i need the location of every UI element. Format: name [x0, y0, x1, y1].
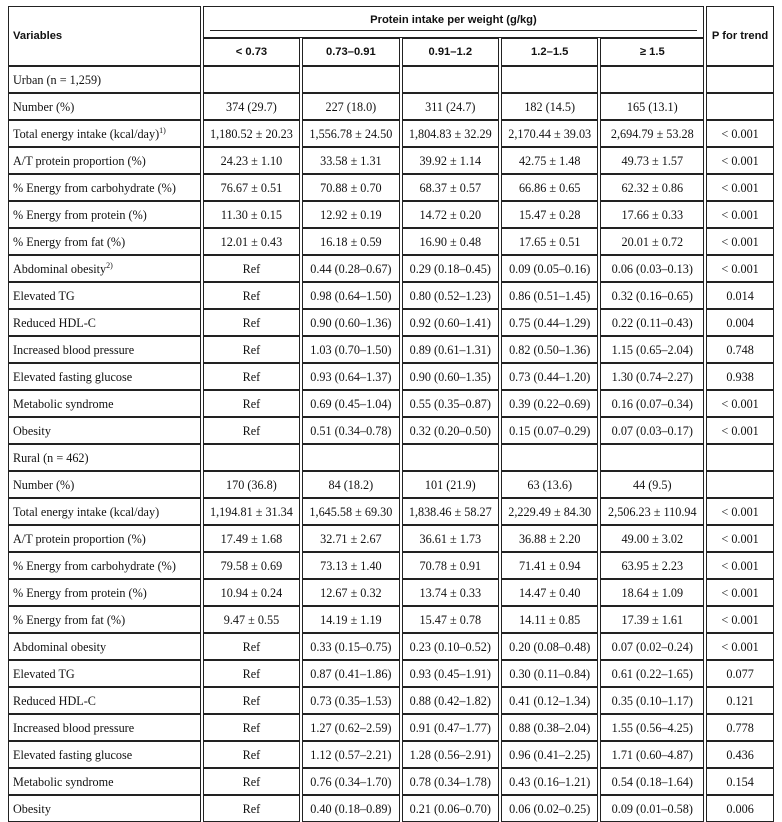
table-row — [8, 714, 774, 741]
value-cell: 0.21 (0.06–0.70) — [402, 795, 499, 822]
value-cell: 76.67 ± 0.51 — [203, 174, 300, 201]
value-cell: 165 (13.1) — [600, 93, 704, 120]
value-cell: 10.94 ± 0.24 — [203, 579, 300, 606]
value-cell: 71.41 ± 0.94 — [501, 552, 598, 579]
p-trend-cell: < 0.001 — [706, 417, 774, 444]
value-cell: 1.15 (0.65–2.04) — [600, 336, 704, 363]
table-row — [8, 417, 774, 444]
value-cell: 1.27 (0.62–2.59) — [302, 714, 399, 741]
value-cell: Ref — [203, 633, 300, 660]
value-cell: 0.41 (0.12–1.34) — [501, 687, 598, 714]
section-row-urban — [8, 66, 774, 93]
value-cell: 182 (14.5) — [501, 93, 598, 120]
value-cell: 15.47 ± 0.28 — [501, 201, 598, 228]
value-cell: 16.18 ± 0.59 — [302, 228, 399, 255]
table-row — [8, 228, 774, 255]
p-trend-cell: 0.938 — [706, 363, 774, 390]
table-row — [8, 795, 774, 822]
row-label-cell — [8, 120, 201, 147]
value-cell: 33.58 ± 1.31 — [302, 147, 399, 174]
row-label: Abdominal obesity — [13, 639, 107, 654]
value-cell: 15.47 ± 0.78 — [402, 606, 499, 633]
value-cell: 14.47 ± 0.40 — [501, 579, 598, 606]
row-label: Increased blood pressure — [13, 720, 135, 735]
value-cell: 13.74 ± 0.33 — [402, 579, 499, 606]
row-label: Elevated fasting glucose — [13, 369, 133, 384]
value-cell: 0.40 (0.18–0.89) — [302, 795, 399, 822]
row-label-cell — [8, 228, 201, 255]
p-trend-cell: 0.748 — [706, 336, 774, 363]
value-cell: 1,804.83 ± 32.29 — [402, 120, 499, 147]
value-cell: Ref — [203, 687, 300, 714]
empty-cell — [203, 66, 300, 93]
value-cell: 1,180.52 ± 20.23 — [203, 120, 300, 147]
value-cell: 0.82 (0.50–1.36) — [501, 336, 598, 363]
p-trend-cell: < 0.001 — [706, 174, 774, 201]
table-row — [8, 768, 774, 795]
value-cell: 0.93 (0.64–1.37) — [302, 363, 399, 390]
value-cell: 0.91 (0.47–1.77) — [402, 714, 499, 741]
protein-group-header — [203, 6, 704, 38]
value-cell: 0.06 (0.03–0.13) — [600, 255, 704, 282]
protein-group-label: Protein intake per weight (g/kg) — [370, 14, 537, 26]
value-cell: 374 (29.7) — [203, 93, 300, 120]
table-row — [8, 552, 774, 579]
row-label: Number (%) — [13, 477, 75, 492]
value-cell: 49.00 ± 3.02 — [600, 525, 704, 552]
value-cell: 0.90 (0.60–1.35) — [402, 363, 499, 390]
table-row — [8, 282, 774, 309]
row-label-cell — [8, 633, 201, 660]
value-cell: 20.01 ± 0.72 — [600, 228, 704, 255]
p-trend-cell: < 0.001 — [706, 201, 774, 228]
table-row — [8, 93, 774, 120]
value-cell: 62.32 ± 0.86 — [600, 174, 704, 201]
row-label-cell — [8, 606, 201, 633]
value-cell: 2,694.79 ± 53.28 — [600, 120, 704, 147]
value-cell: Ref — [203, 309, 300, 336]
value-cell: Ref — [203, 795, 300, 822]
value-cell: 84 (18.2) — [302, 471, 399, 498]
value-cell: 12.92 ± 0.19 — [302, 201, 399, 228]
table-row — [8, 390, 774, 417]
results-table — [6, 6, 776, 822]
table-row — [8, 309, 774, 336]
p-trend-cell: < 0.001 — [706, 633, 774, 660]
variables-header: Variables — [8, 6, 201, 66]
p-trend-cell: < 0.001 — [706, 120, 774, 147]
empty-cell — [600, 66, 704, 93]
value-cell: 0.73 (0.44–1.20) — [501, 363, 598, 390]
value-cell: 0.06 (0.02–0.25) — [501, 795, 598, 822]
table-header — [8, 6, 774, 66]
value-cell: 12.01 ± 0.43 — [203, 228, 300, 255]
row-label: % Energy from fat (%) — [13, 234, 126, 249]
row-label-cell — [8, 471, 201, 498]
value-cell: 0.86 (0.51–1.45) — [501, 282, 598, 309]
value-cell: 0.23 (0.10–0.52) — [402, 633, 499, 660]
value-cell: 0.88 (0.42–1.82) — [402, 687, 499, 714]
row-label: Elevated TG — [13, 666, 75, 681]
p-trend-cell — [706, 471, 774, 498]
row-label: Abdominal obesity — [13, 261, 107, 276]
value-cell: 16.90 ± 0.48 — [402, 228, 499, 255]
value-cell: 11.30 ± 0.15 — [203, 201, 300, 228]
value-cell: Ref — [203, 417, 300, 444]
row-label: Total energy intake (kcal/day) — [13, 504, 160, 519]
value-cell: 0.07 (0.03–0.17) — [600, 417, 704, 444]
value-cell: 70.78 ± 0.91 — [402, 552, 499, 579]
value-cell: 0.78 (0.34–1.78) — [402, 768, 499, 795]
empty-cell — [501, 66, 598, 93]
table-row — [8, 498, 774, 525]
row-label-cell — [8, 363, 201, 390]
value-cell: 1.30 (0.74–2.27) — [600, 363, 704, 390]
row-label: A/T protein proportion (%) — [13, 531, 146, 546]
value-cell: Ref — [203, 336, 300, 363]
p-trend-cell: 0.077 — [706, 660, 774, 687]
p-trend-header: P for trend — [706, 6, 774, 66]
empty-cell — [402, 66, 499, 93]
value-cell: 14.11 ± 0.85 — [501, 606, 598, 633]
empty-cell — [402, 444, 499, 471]
p-trend-cell: < 0.001 — [706, 255, 774, 282]
footnote-marker: 1) — [159, 125, 166, 135]
p-trend-cell: 0.004 — [706, 309, 774, 336]
row-label-cell — [8, 714, 201, 741]
empty-cell — [203, 444, 300, 471]
value-cell: 32.71 ± 2.67 — [302, 525, 399, 552]
value-cell: 170 (36.8) — [203, 471, 300, 498]
value-cell: 0.35 (0.10–1.17) — [600, 687, 704, 714]
value-cell: 0.69 (0.45–1.04) — [302, 390, 399, 417]
value-cell: 36.61 ± 1.73 — [402, 525, 499, 552]
value-cell: 0.09 (0.05–0.16) — [501, 255, 598, 282]
table-row — [8, 606, 774, 633]
category-header: 0.91–1.2 — [402, 38, 499, 66]
row-label: Metabolic syndrome — [13, 774, 114, 789]
value-cell: 14.72 ± 0.20 — [402, 201, 499, 228]
section-title: Urban (n = 1,259) — [8, 66, 201, 93]
value-cell: 0.61 (0.22–1.65) — [600, 660, 704, 687]
value-cell: 0.98 (0.64–1.50) — [302, 282, 399, 309]
value-cell: 36.88 ± 2.20 — [501, 525, 598, 552]
value-cell: 311 (24.7) — [402, 93, 499, 120]
p-trend-cell: < 0.001 — [706, 498, 774, 525]
value-cell: 73.13 ± 1.40 — [302, 552, 399, 579]
row-label: Obesity — [13, 423, 51, 438]
category-header: 1.2–1.5 — [501, 38, 598, 66]
p-trend-cell: 0.778 — [706, 714, 774, 741]
row-label-cell — [8, 147, 201, 174]
category-header: < 0.73 — [203, 38, 300, 66]
row-label: % Energy from carbohydrate (%) — [13, 180, 176, 195]
row-label-cell — [8, 282, 201, 309]
value-cell: 0.44 (0.28–0.67) — [302, 255, 399, 282]
value-cell: 17.39 ± 1.61 — [600, 606, 704, 633]
value-cell: Ref — [203, 660, 300, 687]
value-cell: 2,170.44 ± 39.03 — [501, 120, 598, 147]
p-trend-cell — [706, 93, 774, 120]
value-cell: Ref — [203, 768, 300, 795]
value-cell: 1,645.58 ± 69.30 — [302, 498, 399, 525]
category-header: 0.73–0.91 — [302, 38, 399, 66]
value-cell: 66.86 ± 0.65 — [501, 174, 598, 201]
row-label: Increased blood pressure — [13, 342, 135, 357]
value-cell: 24.23 ± 1.10 — [203, 147, 300, 174]
value-cell: Ref — [203, 363, 300, 390]
footnote-marker: 2) — [106, 260, 113, 270]
value-cell: 39.92 ± 1.14 — [402, 147, 499, 174]
value-cell: 70.88 ± 0.70 — [302, 174, 399, 201]
value-cell: 1.12 (0.57–2.21) — [302, 741, 399, 768]
row-label: Reduced HDL-C — [13, 315, 96, 330]
value-cell: 0.07 (0.02–0.24) — [600, 633, 704, 660]
value-cell: 227 (18.0) — [302, 93, 399, 120]
value-cell: 0.93 (0.45–1.91) — [402, 660, 499, 687]
row-label: Reduced HDL-C — [13, 693, 96, 708]
value-cell: 44 (9.5) — [600, 471, 704, 498]
value-cell: 0.76 (0.34–1.70) — [302, 768, 399, 795]
table-row — [8, 174, 774, 201]
value-cell: 0.43 (0.16–1.21) — [501, 768, 598, 795]
value-cell: 101 (21.9) — [402, 471, 499, 498]
row-label-cell — [8, 768, 201, 795]
value-cell: 0.32 (0.16–0.65) — [600, 282, 704, 309]
row-label-cell — [8, 660, 201, 687]
row-label: Metabolic syndrome — [13, 396, 114, 411]
value-cell: 0.51 (0.34–0.78) — [302, 417, 399, 444]
table-row — [8, 687, 774, 714]
row-label-cell — [8, 498, 201, 525]
value-cell: 0.29 (0.18–0.45) — [402, 255, 499, 282]
empty-cell — [706, 66, 774, 93]
value-cell: 68.37 ± 0.57 — [402, 174, 499, 201]
row-label: Elevated fasting glucose — [13, 747, 133, 762]
p-trend-cell: < 0.001 — [706, 525, 774, 552]
value-cell: 0.55 (0.35–0.87) — [402, 390, 499, 417]
value-cell: 0.80 (0.52–1.23) — [402, 282, 499, 309]
value-cell: Ref — [203, 714, 300, 741]
row-label-cell — [8, 795, 201, 822]
value-cell: 0.73 (0.35–1.53) — [302, 687, 399, 714]
row-label-cell — [8, 552, 201, 579]
row-label-cell — [8, 417, 201, 444]
row-label-cell — [8, 579, 201, 606]
row-label: Elevated TG — [13, 288, 75, 303]
p-trend-cell: 0.436 — [706, 741, 774, 768]
value-cell: 0.32 (0.20–0.50) — [402, 417, 499, 444]
value-cell: 1,838.46 ± 58.27 — [402, 498, 499, 525]
value-cell: Ref — [203, 390, 300, 417]
value-cell: 0.22 (0.11–0.43) — [600, 309, 704, 336]
value-cell: 1.03 (0.70–1.50) — [302, 336, 399, 363]
p-trend-cell: < 0.001 — [706, 606, 774, 633]
row-label-cell — [8, 255, 201, 282]
value-cell: 1.71 (0.60–4.87) — [600, 741, 704, 768]
value-cell: 0.16 (0.07–0.34) — [600, 390, 704, 417]
value-cell: 0.30 (0.11–0.84) — [501, 660, 598, 687]
value-cell: 12.67 ± 0.32 — [302, 579, 399, 606]
row-label-cell — [8, 174, 201, 201]
value-cell: 18.64 ± 1.09 — [600, 579, 704, 606]
table-row — [8, 741, 774, 768]
row-label-cell — [8, 687, 201, 714]
value-cell: 14.19 ± 1.19 — [302, 606, 399, 633]
value-cell: 0.33 (0.15–0.75) — [302, 633, 399, 660]
row-label: % Energy from protein (%) — [13, 207, 147, 222]
table-row — [8, 579, 774, 606]
group-underline — [210, 30, 697, 31]
row-label: Number (%) — [13, 99, 75, 114]
p-trend-cell: < 0.001 — [706, 552, 774, 579]
p-trend-cell: < 0.001 — [706, 390, 774, 417]
value-cell: Ref — [203, 282, 300, 309]
p-trend-cell: 0.121 — [706, 687, 774, 714]
empty-cell — [302, 444, 399, 471]
table-row — [8, 525, 774, 552]
value-cell: 17.65 ± 0.51 — [501, 228, 598, 255]
category-header: ≥ 1.5 — [600, 38, 704, 66]
empty-cell — [706, 444, 774, 471]
row-label: % Energy from protein (%) — [13, 585, 147, 600]
value-cell: 0.89 (0.61–1.31) — [402, 336, 499, 363]
value-cell: 0.75 (0.44–1.29) — [501, 309, 598, 336]
value-cell: 0.15 (0.07–0.29) — [501, 417, 598, 444]
empty-cell — [600, 444, 704, 471]
table-row — [8, 633, 774, 660]
p-trend-cell: < 0.001 — [706, 579, 774, 606]
row-label-cell — [8, 390, 201, 417]
value-cell: 9.47 ± 0.55 — [203, 606, 300, 633]
empty-cell — [501, 444, 598, 471]
value-cell: 17.66 ± 0.33 — [600, 201, 704, 228]
row-label: % Energy from fat (%) — [13, 612, 126, 627]
value-cell: 42.75 ± 1.48 — [501, 147, 598, 174]
p-trend-cell: 0.014 — [706, 282, 774, 309]
value-cell: 0.39 (0.22–0.69) — [501, 390, 598, 417]
row-label-cell — [8, 741, 201, 768]
value-cell: Ref — [203, 255, 300, 282]
value-cell: 1.55 (0.56–4.25) — [600, 714, 704, 741]
value-cell: 0.92 (0.60–1.41) — [402, 309, 499, 336]
row-label: Obesity — [13, 801, 51, 816]
value-cell: 2,229.49 ± 84.30 — [501, 498, 598, 525]
p-trend-cell: < 0.001 — [706, 228, 774, 255]
table-row — [8, 336, 774, 363]
row-label-cell — [8, 201, 201, 228]
value-cell: 0.09 (0.01–0.58) — [600, 795, 704, 822]
table-row — [8, 471, 774, 498]
row-label-cell — [8, 309, 201, 336]
row-label-cell — [8, 336, 201, 363]
value-cell: 0.90 (0.60–1.36) — [302, 309, 399, 336]
value-cell: 0.54 (0.18–1.64) — [600, 768, 704, 795]
table-row — [8, 660, 774, 687]
table-body — [8, 66, 774, 822]
row-label: Total energy intake (kcal/day) — [13, 126, 160, 141]
value-cell: 63.95 ± 2.23 — [600, 552, 704, 579]
row-label-cell — [8, 525, 201, 552]
value-cell: 0.88 (0.38–2.04) — [501, 714, 598, 741]
value-cell: Ref — [203, 741, 300, 768]
p-trend-cell: < 0.001 — [706, 147, 774, 174]
table-row — [8, 147, 774, 174]
table-row — [8, 120, 774, 147]
value-cell: 1,556.78 ± 24.50 — [302, 120, 399, 147]
value-cell: 2,506.23 ± 110.94 — [600, 498, 704, 525]
table-row — [8, 255, 774, 282]
table-row — [8, 201, 774, 228]
value-cell: 0.96 (0.41–2.25) — [501, 741, 598, 768]
row-label-cell — [8, 93, 201, 120]
value-cell: 17.49 ± 1.68 — [203, 525, 300, 552]
table-row — [8, 363, 774, 390]
empty-cell — [302, 66, 399, 93]
value-cell: 79.58 ± 0.69 — [203, 552, 300, 579]
section-row-rural — [8, 444, 774, 471]
value-cell: 1.28 (0.56–2.91) — [402, 741, 499, 768]
value-cell: 63 (13.6) — [501, 471, 598, 498]
value-cell: 49.73 ± 1.57 — [600, 147, 704, 174]
value-cell: 0.20 (0.08–0.48) — [501, 633, 598, 660]
p-trend-cell: 0.154 — [706, 768, 774, 795]
row-label: % Energy from carbohydrate (%) — [13, 558, 176, 573]
value-cell: 0.87 (0.41–1.86) — [302, 660, 399, 687]
value-cell: 1,194.81 ± 31.34 — [203, 498, 300, 525]
row-label: A/T protein proportion (%) — [13, 153, 146, 168]
p-trend-cell: 0.006 — [706, 795, 774, 822]
section-title: Rural (n = 462) — [8, 444, 201, 471]
